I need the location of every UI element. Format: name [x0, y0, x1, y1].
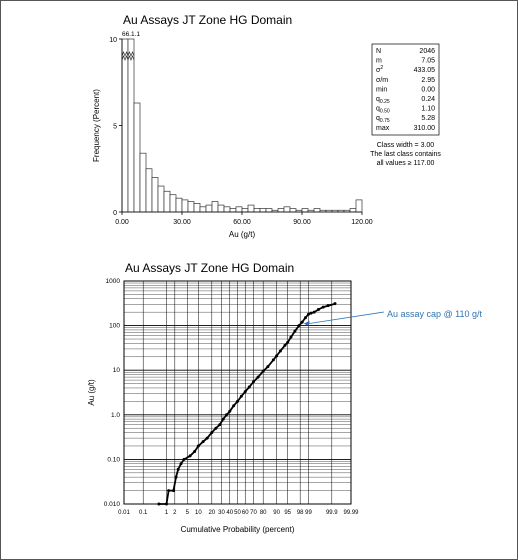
histogram-bar: [170, 195, 176, 212]
stats-label: $q_{0.75}$: [376, 115, 390, 125]
histogram-bar: [146, 169, 152, 212]
stats-value: 310.00: [413, 124, 435, 132]
stats-value: 7.05: [421, 57, 435, 65]
stats-value: 0.00: [421, 86, 435, 94]
histogram-bar: [290, 209, 296, 212]
histogram-bar: [182, 200, 188, 212]
histogram-bar: [206, 205, 212, 212]
stats-value: 2046: [419, 48, 435, 55]
histogram-bar: [260, 209, 266, 212]
y-axis-label: Au (g/t): [87, 379, 96, 406]
y-tick-label: 0.010: [103, 501, 120, 508]
x-tick-label: 98: [296, 510, 304, 516]
chart-title: Au Assays JT Zone HG Domain: [125, 261, 295, 275]
histogram-bar: [122, 39, 128, 212]
histogram-bar: [128, 39, 134, 212]
histogram-bar: [224, 207, 230, 212]
histogram-bar: [350, 209, 356, 212]
stats-value: 0.24: [421, 96, 435, 103]
x-tick-label: 0.00: [115, 219, 129, 226]
histogram-bar: [188, 202, 194, 212]
stats-label: $q_{0.25}$: [376, 96, 390, 105]
histogram-bar: [218, 205, 224, 212]
stats-label: min: [376, 86, 388, 94]
y-tick-label: 5: [113, 123, 117, 131]
histogram-note: all values ≥ 117.00: [376, 160, 435, 167]
y-tick-label: 10: [112, 367, 120, 375]
stats-value: 2.95: [421, 76, 435, 84]
annotation-arrow: [308, 312, 384, 324]
y-tick-label: 0: [113, 210, 117, 217]
y-tick-label: 100: [109, 322, 120, 330]
x-tick-label: 0.01: [118, 510, 130, 516]
x-tick-label: 20: [208, 510, 216, 516]
x-tick-label: 5: [185, 510, 189, 516]
x-tick-label: 70: [250, 510, 257, 516]
histogram-bar: [266, 209, 272, 212]
histogram-bar: [200, 207, 206, 212]
y-tick-label: 1.0: [110, 411, 120, 419]
x-tick-label: 10: [195, 510, 202, 516]
histogram-bar: [158, 186, 164, 212]
x-tick-label: 90.00: [293, 219, 311, 226]
chart-title: Au Assays JT Zone HG Domain: [123, 13, 293, 27]
x-tick-label: 30: [218, 510, 225, 516]
stats-value: 1.10: [421, 105, 435, 113]
x-tick-label: 90: [273, 510, 280, 516]
stats-label: m: [376, 57, 382, 65]
histogram-note: The last class contains: [370, 151, 441, 158]
annotation-label: Au assay cap @ 110 g/t: [387, 309, 483, 319]
probability-chart: [1, 256, 517, 556]
stats-label: σ/m: [376, 76, 389, 84]
y-tick-label: 0.10: [107, 456, 120, 464]
y-tick-label: 10: [109, 37, 117, 44]
histogram-bar: [248, 205, 254, 212]
histogram-bar: [254, 209, 260, 212]
histogram-bar: [284, 207, 290, 212]
histogram-bar: [356, 200, 362, 212]
histogram-bar: [278, 209, 284, 212]
x-tick-label: 40: [226, 510, 234, 516]
overflow-label: 66.1.1: [121, 31, 141, 38]
histogram-bar: [314, 209, 320, 212]
x-axis-label: Au (g/t): [228, 230, 256, 239]
x-tick-label: 50: [234, 510, 241, 516]
annotation-arrowhead: [304, 321, 310, 326]
x-tick-label: 99.99: [343, 510, 359, 516]
x-tick-label: 95: [284, 510, 292, 516]
histogram-bar: [164, 191, 170, 212]
x-tick-label: 99.9: [325, 510, 338, 516]
histogram-bar: [152, 177, 158, 212]
x-tick-label: 2: [173, 510, 177, 516]
stats-value: 433.05: [413, 67, 435, 75]
stats-label: N: [376, 48, 382, 55]
x-tick-label: 30.00: [173, 219, 191, 226]
histogram-bar: [140, 153, 146, 212]
x-tick-label: 0.1: [139, 510, 148, 516]
x-tick-label: 1: [164, 510, 169, 516]
x-tick-label: 60: [241, 510, 249, 516]
histogram-bar: [194, 203, 200, 212]
histogram-bar: [242, 209, 248, 212]
histogram-bar: [302, 209, 308, 212]
x-tick-label: 80: [259, 510, 267, 516]
stats-label: max: [376, 124, 390, 132]
y-axis-label: Frequency (Percent): [92, 89, 101, 162]
x-tick-label: 120.00: [351, 219, 373, 226]
x-tick-label: 99: [305, 510, 312, 516]
x-tick-label: 60.00: [233, 219, 251, 226]
stats-label: $\sigma^2$: [376, 65, 384, 75]
stats-label: $q_{0.50}$: [376, 105, 390, 115]
histogram-bar: [176, 198, 182, 212]
histogram-bar: [134, 103, 140, 212]
histogram-bar: [236, 207, 242, 212]
histogram-bar: [230, 209, 236, 212]
x-axis-label: Cumulative Probability (percent): [180, 525, 295, 534]
y-tick-label: 1000: [105, 278, 120, 285]
histogram-note: Class width = 3.00: [376, 142, 435, 149]
stats-value: 5.28: [421, 115, 435, 123]
histogram-bar: [212, 202, 218, 212]
histogram-chart: [1, 1, 517, 251]
